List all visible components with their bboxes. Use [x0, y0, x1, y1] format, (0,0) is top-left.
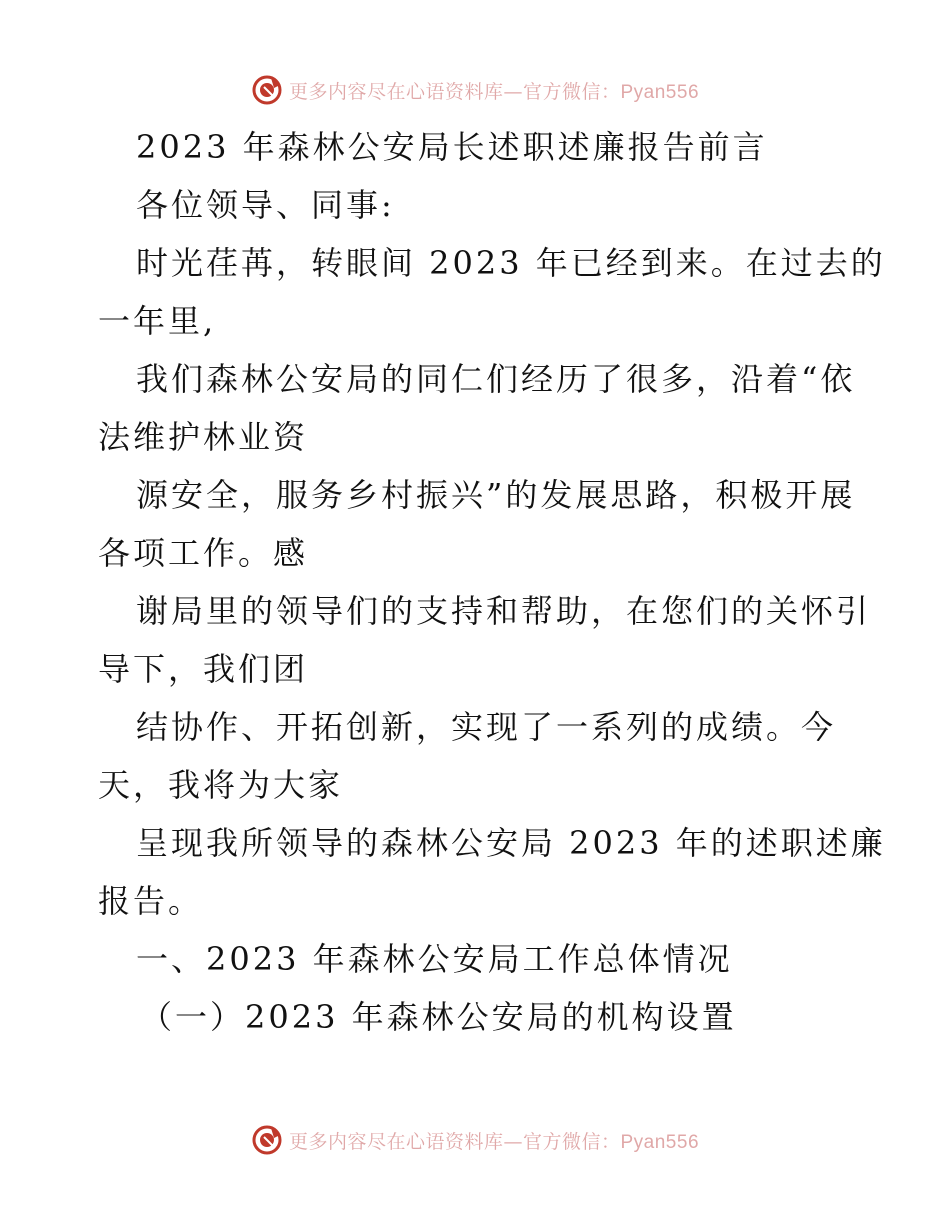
- salutation: 各位领导、同事:: [136, 186, 395, 224]
- paragraph-line: 各项工作。感: [98, 534, 309, 572]
- paragraph-line: 天，我将为大家: [98, 766, 344, 804]
- document-title: 2023 年森林公安局长述职述廉报告前言: [136, 128, 768, 166]
- header-watermark: [0, 70, 950, 110]
- paragraph-line: 时光荏苒，转眼间 2023 年已经到来。在过去的: [136, 244, 886, 282]
- watermark-text: 更多内容尽在心语资料库—官方微信：Pyan556: [288, 1130, 700, 1153]
- watermark-text: 更多内容尽在心语资料库—官方微信：Pyan556: [288, 80, 700, 103]
- paragraph-line: 报告。: [98, 882, 204, 920]
- paragraph-line: 一年里,: [98, 302, 217, 340]
- paragraph-line: 法维护林业资: [98, 418, 309, 456]
- subsection-heading: （一）2023 年森林公安局的机构设置: [140, 998, 737, 1036]
- paragraph-line: 呈现我所领导的森林公安局 2023 年的述职述廉: [136, 824, 886, 862]
- paragraph-line: 谢局里的领导们的支持和帮助，在您们的关怀引: [136, 592, 872, 630]
- logo-icon: [251, 74, 283, 106]
- section-heading: 一、2023 年森林公安局工作总体情况: [136, 940, 733, 978]
- logo-icon: [251, 1124, 283, 1156]
- paragraph-line: 导下，我们团: [98, 650, 309, 688]
- paragraph-line: 我们森林公安局的同仁们经历了很多，沿着“依: [136, 360, 856, 398]
- paragraph-line: 结协作、开拓创新，实现了一系列的成绩。今: [136, 708, 837, 746]
- footer-watermark: [0, 1120, 950, 1160]
- paragraph-line: 源安全，服务乡村振兴”的发展思路，积极开展: [136, 476, 856, 514]
